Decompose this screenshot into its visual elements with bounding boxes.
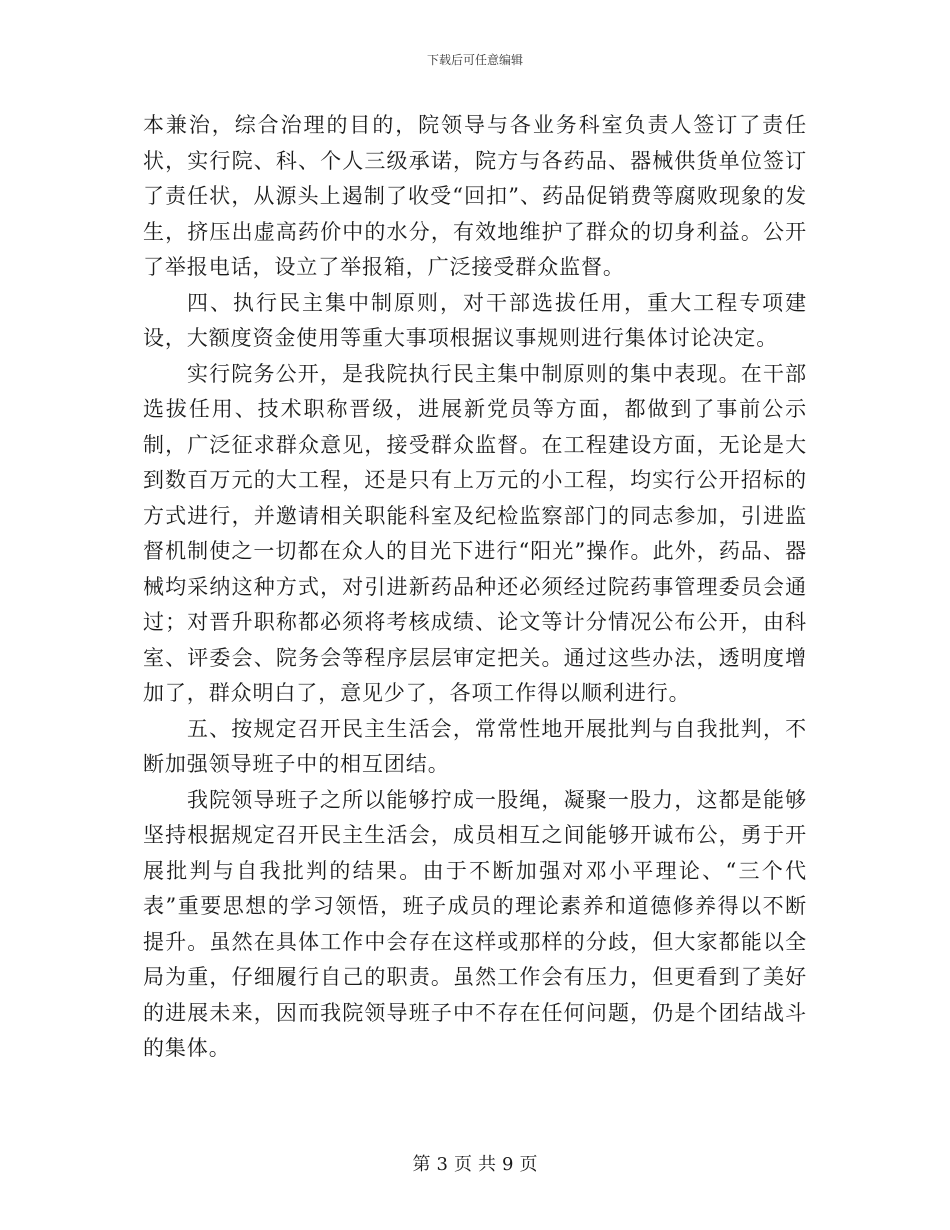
total-label-prefix: 共 <box>478 1154 496 1175</box>
current-page-number: 3 <box>436 1154 448 1175</box>
page-header-note: 下载后可任意编辑 <box>426 53 523 67</box>
document-body <box>143 108 807 1067</box>
paragraph-continued: 本兼治，综合治理的目的，院领导与各业务科室负责人签订了责任状，实行院、科、个人三级承诺，院方与各药品、器械供货单位签订了责任状，从源头上遏制了收受“回扣”、药品促销费等腐败现象的发生，挤压出虚高药价中的水分，有效地维护了群众的切身利益。公开了举报电话，设立了举报箱，广泛接受群众监督。 <box>143 113 807 279</box>
paragraph-leadership-unity: 我院领导班子之所以能够拧成一股绳，凝聚一股力，这都是能够坚持根据规定召开民主生活会，成员相互之间能够开诚布公，勇于开展批判与自我批判的结果。由于不断加强对邓小平理论、“三个代表”重要思想的学习领悟，班子成员的理论素养和道德修养得以不断提升。虽然在具体工作中会存在这样或那样的分歧，但大家都能以全局为重，仔细履行自己的职责。虽然工作会有压力，但更看到了美好的进展未来，因而我院领导班子中不存在任何问题，仍是个团结战斗的集体。 <box>143 787 807 1060</box>
page-number-footer <box>0 1154 950 1176</box>
paragraph-hospital-affairs-disclosure: 实行院务公开，是我院执行民主集中制原则的集中表现。在干部选拔任用、技术职称晋级，进展新党员等方面，都做到了事前公示制，广泛征求群众意见，接受群众监督。在工程建设方面，无论是大到数百万元的大工程，还是只有上万元的小工程，均实行公开招标的方式进行，并邀请相关职能科室及纪检监察部门的同志参加，引进监督机制使之一切都在众人的目光下进行“阳光”操作。此外，药品、器械均采纳这种方式，对引进新药品种还必须经过院药事管理委员会通过；对晋升职称都必须将考核成绩、论文等计分情况公布公开，由科室、评委会、院务会等程序层层审定把关。通过这些办法，透明度增加了，群众明白了，意见少了，各项工作得以顺利进行。 <box>143 361 807 705</box>
total-pages-number: 9 <box>502 1154 514 1175</box>
page-label-suffix: 页 <box>519 1154 538 1175</box>
paragraph-section-four-heading: 四、执行民主集中制原则，对干部选拔任用，重大工程专项建设，大额度资金使用等重大事项根据议事规则进行集体讨论决定。 <box>143 290 807 350</box>
paragraph-section-five-heading: 五、按规定召开民主生活会，常常性地开展批判与自我批判，不断加强领导班子中的相互团结。 <box>143 716 807 776</box>
page-label-mid: 页 <box>454 1154 472 1175</box>
page-label-prefix: 第 <box>412 1154 431 1175</box>
